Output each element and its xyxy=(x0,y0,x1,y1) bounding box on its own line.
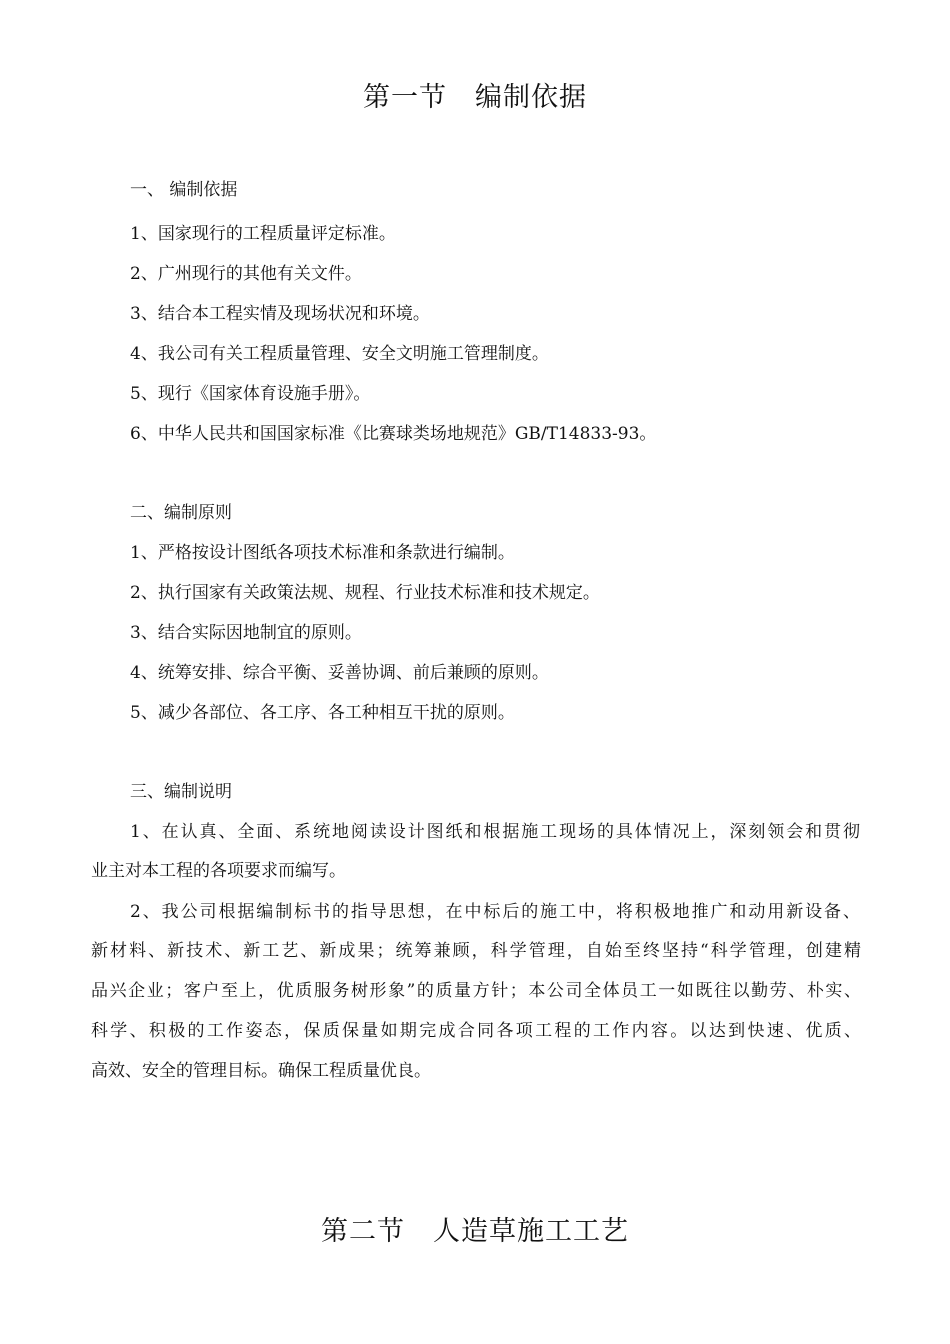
basis-item-5: 5、现行《国家体育设施手册》。 xyxy=(130,384,371,404)
basis-item-1: 1、国家现行的工程质量评定标准。 xyxy=(130,224,396,244)
basis-item-3: 3、结合本工程实情及现场状况和环境。 xyxy=(130,304,430,324)
explanation-para-2-line-1: 2、我公司根据编制标书的指导思想，在中标后的施工中，将积极地推广和动用新设备、 xyxy=(130,902,860,922)
principles-item-4: 4、统筹安排、综合平衡、妥善协调、前后兼顾的原则。 xyxy=(130,663,549,683)
basis-item-2: 2、广州现行的其他有关文件。 xyxy=(130,264,362,284)
section-2-title: 第二节 人造草施工工艺 xyxy=(321,1216,629,1247)
section-1-title: 第一节 编制依据 xyxy=(363,82,587,113)
principles-heading: 二、编制原则 xyxy=(130,503,232,523)
basis-heading: 一、 编制依据 xyxy=(130,180,238,200)
principles-item-5: 5、减少各部位、各工序、各工种相互干扰的原则。 xyxy=(130,703,515,723)
principles-item-1: 1、严格按设计图纸各项技术标准和条款进行编制。 xyxy=(130,543,515,563)
explanation-para-1-line-1: 1、在认真、全面、系统地阅读设计图纸和根据施工现场的具体情况上，深刻领会和贯彻 xyxy=(130,822,860,842)
explanation-para-2-line-4: 科学、积极的工作姿态，保质保量如期完成合同各项工程的工作内容。以达到快速、优质、 xyxy=(91,1021,861,1041)
basis-item-6: 6、中华人民共和国国家标准《比赛球类场地规范》GB/T14833-93。 xyxy=(130,424,657,444)
explanation-heading: 三、编制说明 xyxy=(130,782,232,802)
explanation-para-2-line-2: 新材料、新技术、新工艺、新成果；统筹兼顾，科学管理，自始至终坚持“科学管理，创建精 xyxy=(91,941,861,961)
principles-item-3: 3、结合实际因地制宜的原则。 xyxy=(130,623,362,643)
explanation-para-1-line-2: 业主对本工程的各项要求而编写。 xyxy=(91,861,346,881)
basis-item-4: 4、我公司有关工程质量管理、安全文明施工管理制度。 xyxy=(130,344,549,364)
explanation-para-2-line-3: 品兴企业；客户至上，优质服务树形象”的质量方针；本公司全体员工一如既往以勤劳、朴实、 xyxy=(91,981,861,1001)
explanation-para-2-line-5: 高效、安全的管理目标。确保工程质量优良。 xyxy=(91,1061,431,1081)
principles-item-2: 2、执行国家有关政策法规、规程、行业技术标准和技术规定。 xyxy=(130,583,600,603)
